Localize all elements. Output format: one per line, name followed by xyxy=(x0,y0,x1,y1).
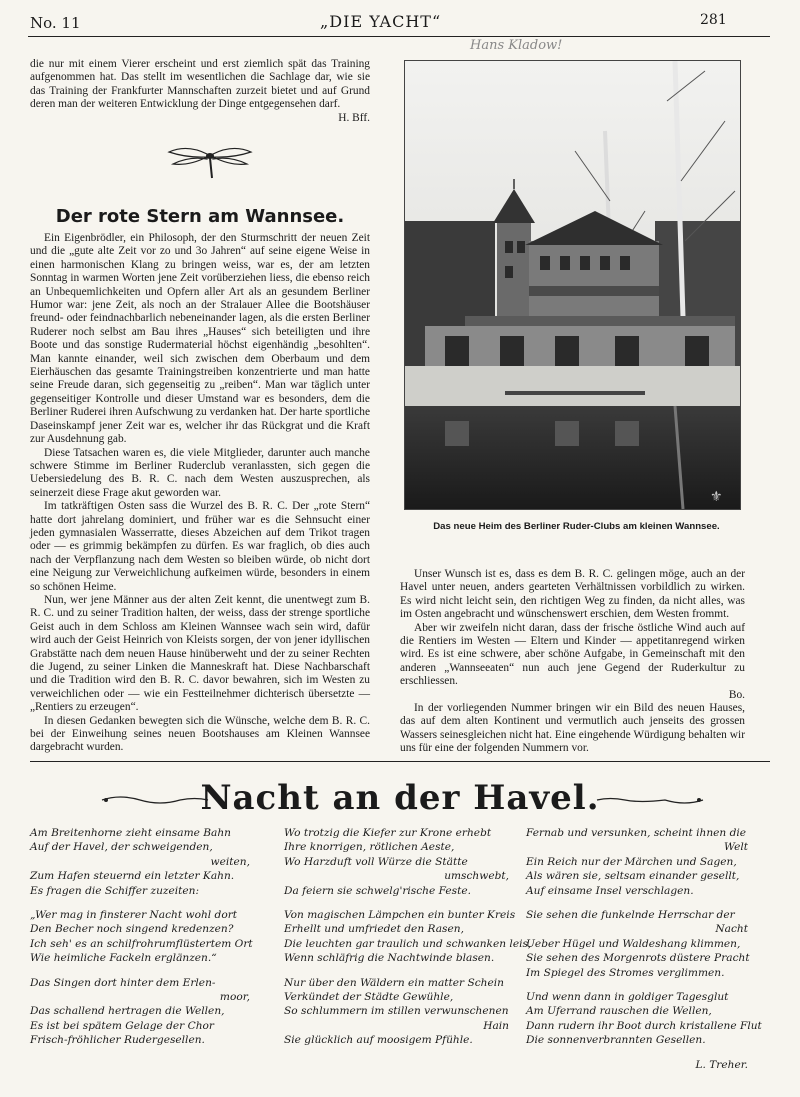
poem-line: weiten, xyxy=(210,855,250,868)
poem-stanza xyxy=(526,990,762,1048)
svg-text:⚜: ⚜ xyxy=(710,489,723,505)
poem-line: Ihre knorrigen, rötlichen Aeste, xyxy=(284,841,455,854)
poem-column-1 xyxy=(30,826,253,1058)
magazine-title: „DIE YACHT“ xyxy=(320,12,442,31)
article-paragraph: Ein Eigenbrödler, ein Philosoph, der den Sturmschritt der neuen Zeit und die „gute alte Zeit vor zo und 3o Jahren“ auf seine eigene Weise in einen harmonischen Klang zu bringen weiss, war es, der am letzten Sonntag in warmen Worten jene Zeit vorüberziehen liess, die ebenso reich an Unbequemlichkeiten und Opfern aller Art als an gesundem Berliner Humor war: jene Zeit, als noch an der Stralauer Allee die Bootshäuser freund- oder feindnachbarlich nebeneinander lagen, als die ersten Berliner Ruderer noch selbst am Bau ihres „Hauses“ sich beteiligten und ihre Boote und das sonstige Rudermaterial höchst eigenhändig „besohlten“. Man kannte einander, weil sich zwischen dem Oberbaum und dem Eierhäuschen das gesamte Trainingstreiben konzentrierte und man hatte seine Freude daran, sich gegenseitig zu „reiben“. Man war täglich unter gegenseitiger Kontrolle und dieser Umstand war es besonders, dem die Berliner Ruderei ihren Aufschwung zu verdanken hat. Der harte sportliche Daseinskampf jener Zeit war es, welcher ihr das Rückgrat und die Kraft zur Ausdehnung gab. xyxy=(30,232,370,446)
poem-column-3 xyxy=(526,826,762,1072)
poem-title: Nacht an der Havel. xyxy=(200,778,600,818)
intro-byline: H. Bff. xyxy=(338,111,370,124)
poem-line: Am Uferrand rauschen die Wellen, xyxy=(526,1005,712,1018)
poem-stanza xyxy=(526,908,748,980)
intro-paragraph xyxy=(30,58,370,125)
article-paragraph: Nun, wer jene Männer aus der alten Zeit kennt, die unentwegt zum B. R. C. und zu seiner Tradition halten, der weiss, dass der strenge sportliche Geist auch in dem Schloss am Kleinen Wannsee wach sein wird, dafür wird auch der Geist Heinrich von Kleists sorgen, der von jener idyllischen Grabstätte nach dem neuen Hause hinüberweht und der zu seiner Rechten die Jugend, zu seiner Linken die Manneskraft hat. Diese Nachbarschaft und die Tradition wird den B. R. C. davor bewahren, sich im Westen zu verweichlichen oder — wie ein Festteilnehmer dichterisch übersetzte — „Rentiers zu erzeugen“. xyxy=(30,593,370,714)
dragonfly-ornament-icon xyxy=(165,144,255,180)
handwritten-signature: Hans Kladow! xyxy=(470,38,563,53)
issue-number: No. 11 xyxy=(30,14,81,32)
poem-stanza xyxy=(284,908,532,966)
poem-line: „Wer mag in finsterer Nacht wohl dort xyxy=(30,909,238,922)
poem-line: Als wären sie, seltsam einander gesellt, xyxy=(526,870,740,883)
poem-stanza xyxy=(284,826,509,898)
right-column-text xyxy=(400,568,745,756)
poem-line: Es ist bei spätem Gelage der Chor xyxy=(30,1019,214,1032)
right-paragraph: Aber wir zweifeln nicht daran, dass der frische östliche Wind auch auf die Rentiers im Westen — Eltern und Kinder — appetitanregend wirken wird. Es ist eine schwere, aber schöne Aufgabe, in Gemeinschaft mit den anderen „Wannseeaten“ nun auch jene Gegend der Ruderkultur zu erschliessen. xyxy=(400,621,745,688)
article-body xyxy=(30,232,370,755)
poem-line: Das Singen dort hinter dem Erlen- xyxy=(30,976,216,989)
poem-line: Wo Harzduft voll Würze die Stätte xyxy=(284,855,468,868)
poem-line: Auf einsame Insel verschlagen. xyxy=(526,884,694,897)
poem-stanza xyxy=(526,826,748,898)
poem-line: Am Breitenhorne zieht einsame Bahn xyxy=(30,827,231,839)
poem-line: Ein Reich nur der Märchen und Sagen, xyxy=(526,855,737,868)
poem-line: umschwebt, xyxy=(444,870,509,883)
poem-line: Wie heimliche Fackeln erglänzen.“ xyxy=(30,952,217,965)
poem-line: Nur über den Wäldern ein matter Schein xyxy=(284,976,504,989)
poem-stanza xyxy=(30,976,250,1048)
poem-stanza xyxy=(30,908,253,966)
right-closing: In der vorliegenden Nummer bringen wir ein Bild des neuen Hauses, das auf dem alten Kontinent und vermutlich auch jenseits des grossen Wassers seinesgleichen nicht hat. Eine eingehende Würdigung behalten wir uns für eine der folgenden Nummern vor. xyxy=(400,702,745,755)
poem-line: Hain xyxy=(483,1019,509,1032)
poem-line: Sie glücklich auf moosigem Pfühle. xyxy=(284,1034,473,1047)
poem-line: Wenn schläfrig die Nachtwinde blasen. xyxy=(284,952,495,965)
boathouse-photo xyxy=(404,60,741,510)
poem-line: moor, xyxy=(219,991,250,1004)
poem-line: Sie sehen des Morgenrots düstere Pracht xyxy=(526,952,750,965)
poem-line: Das schallend hertragen die Wellen, xyxy=(30,1005,225,1018)
poem-line: Zum Hafen steuernd ein letzter Kahn. xyxy=(30,870,235,883)
poem-line: Im Spiegel des Stromes verglimmen. xyxy=(526,966,725,979)
right-flourish-icon xyxy=(595,793,705,807)
page-number: 281 xyxy=(700,12,727,28)
poem-column-2 xyxy=(284,826,532,1058)
poem-line: Die leuchten gar traulich und schwanken leis, xyxy=(284,937,532,950)
poem-line: Den Becher noch singend kredenzen? xyxy=(30,923,234,936)
poem-line: So schlummern im stillen verwunschenen xyxy=(284,1005,509,1018)
poem-line: Erhellt und umfriedet den Rasen, xyxy=(284,923,464,936)
poem-line: Welt xyxy=(724,841,748,854)
poem-line: Fernab und versunken, scheint ihnen die xyxy=(526,827,747,839)
poem-line: Es fragen die Schiffer zuzeiten: xyxy=(30,884,200,897)
poem-line: Und wenn dann in goldiger Tagesglut xyxy=(526,991,729,1004)
left-flourish-icon xyxy=(100,793,210,807)
poem-line: Ich seh' es an schilfrohrumflüstertem Ort xyxy=(30,937,253,950)
poem-author: L. Treher. xyxy=(695,1058,748,1071)
header-rule xyxy=(28,36,770,37)
poem-line: Ueber Hügel und Waldeshang klimmen, xyxy=(526,937,741,950)
poem-line: Nacht xyxy=(715,923,748,936)
poem-line: Die sonnenverbrannten Gesellen. xyxy=(526,1034,706,1047)
poem-line: Dann rudern ihr Boot durch kristallene Flut xyxy=(526,1019,762,1032)
poem-line: Verkündet der Städte Gewühle, xyxy=(284,991,454,1004)
poem-stanza xyxy=(284,976,509,1048)
poem-line: Frisch-fröhlicher Rudergesellen. xyxy=(30,1034,205,1047)
right-byline: Bo. xyxy=(728,688,745,701)
article-paragraph: Diese Tatsachen waren es, die viele Mitglieder, darunter auch manche schwere Stimme im Berliner Ruderclub veranlassten, sich gegen die Uebersiedelung des B. R. C. nach dem Westen auszusprechen, als seinerzeit diese Frage akut geworden war. xyxy=(30,446,370,499)
intro-text: die nur mit einem Vierer erscheint und erst ziemlich spät das Training aufgenommen hat. Das stellt im wesentlichen die Sachlage dar, wie sie das Training der Frankfurter Mannschaften zurzeit bietet und auf Grund deren man der weiteren Entwicklung der Dinge entgegensehen darf. xyxy=(30,58,370,111)
poem-line: Auf der Havel, der schweigenden, xyxy=(30,841,213,854)
poem-line: Da feiern sie schwelg'rische Feste. xyxy=(284,884,472,897)
article-headline: Der rote Stern am Wannsee. xyxy=(55,206,345,227)
right-paragraph: Unser Wunsch ist es, dass es dem B. R. C. gelingen möge, auch an der Havel unter neuen, anders gearteten Verhältnissen vorbildlich zu wirken. Es wird nicht leicht sein, den richtigen Weg zu finden, da nicht alles, was im Osten angebracht und wünschenswert erschien, dem Westen frommt. xyxy=(400,568,745,621)
photo-caption: Das neue Heim des Berliner Ruder-Clubs am kleinen Wannsee. xyxy=(433,521,720,532)
section-separator xyxy=(30,761,770,762)
poem-line: Sie sehen die funkelnde Herrschar der xyxy=(526,909,735,922)
article-paragraph: Im tatkräftigen Osten sass die Wurzel des B. R. C. Der „rote Stern“ hatte dort jahrelang dominiert, und früher war es die Sehnsucht einer jeden gymnasialen Wasserratte, dieses Abzeichen auf dem Trikot tragen oder — es grimmig bekämpfen zu dürfen. Es war fraglich, ob dies auch nach der Verpflanzung nach dem Westen so bleiben würde, ob nicht dort eine Neigung zur Verweichlichung aufkeimen würde, besonders in einem so schönen Heime. xyxy=(30,500,370,593)
poem-stanza xyxy=(30,826,250,898)
article-paragraph: In diesen Gedanken bewegten sich die Wünsche, welche dem B. R. C. bei der Einweihung seines neuen Bootshauses am Kleinen Wannsee dargebracht wurden. xyxy=(30,714,370,754)
poem-line: Von magischen Lämpchen ein bunter Kreis xyxy=(284,909,516,922)
poem-line: Wo trotzig die Kiefer zur Krone erhebt xyxy=(284,827,492,839)
